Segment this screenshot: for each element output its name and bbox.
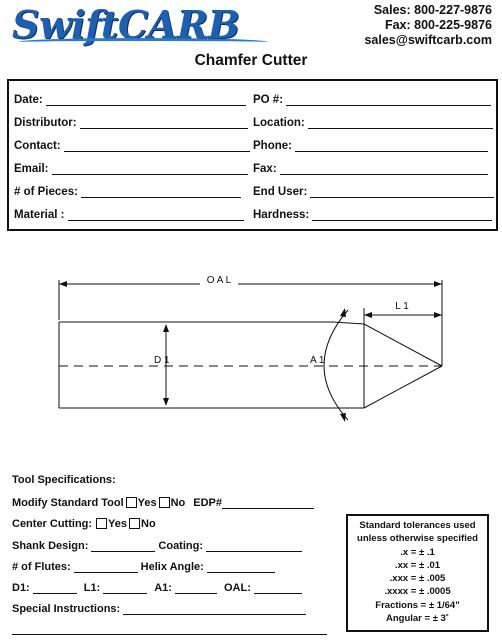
end-user-line[interactable] [310,185,494,198]
location-line[interactable] [308,116,493,129]
tolerances-box [346,514,489,632]
modify-yes-label: Yes [137,497,157,509]
logo-swoosh [18,38,268,46]
location-field[interactable] [253,113,493,129]
a1-angle-arc [324,310,348,420]
center-cutting-label: Center Cutting: [12,518,93,530]
tolerance-fractions: Fractions = ± 1/64" [375,599,460,611]
chamfer-cutter-drawing [0,270,502,430]
hardness-line[interactable] [312,208,492,221]
pieces-line[interactable] [81,185,241,198]
fax-number: Fax: 800-225-9876 [384,18,492,32]
oal-label: O A L [206,275,232,286]
tolerance-xxx: .xxx = ± .005 [389,573,446,585]
special-instructions-label: Special Instructions: [12,603,121,615]
l1-arrow-right [434,312,442,318]
distributor-label: Distributor: [14,117,77,129]
tolerance-xxxx: .xxxx = ± .0005 [384,586,451,598]
center-cutting-row [12,516,156,530]
specs-heading: Tool Specifications: [12,474,116,486]
a1-spec-line[interactable] [175,582,217,594]
d1-arrow-top [163,324,169,332]
l1-label: L 1 [395,301,409,312]
flutes-line[interactable] [74,561,138,573]
phone-line[interactable] [295,139,488,152]
modify-standard-tool-row [12,495,317,509]
modify-no-checkbox[interactable] [159,497,170,508]
contact-line[interactable] [64,139,250,152]
hardness-label: Hardness: [253,209,310,221]
logo-text: SwiftCARB [12,2,240,47]
shank-design-label: Shank Design: [12,540,89,552]
center-no-checkbox[interactable] [129,518,140,529]
po-field[interactable] [253,90,491,106]
location-label: Location: [253,117,305,129]
a1-arrow-top [340,308,346,317]
tolerance-heading-2: unless otherwise specified [357,533,478,545]
fax-field[interactable] [253,159,488,175]
special-instructions-row-2 [12,621,330,635]
modify-no-label: No [170,497,186,509]
modify-label: Modify Standard Tool [12,497,124,509]
center-no-label: No [141,518,156,530]
shank-design-line[interactable] [91,540,155,552]
sales-email[interactable]: sales@swiftcarb.com [364,33,492,47]
form-row [9,182,496,198]
l1-arrow-left [364,312,372,318]
a1-label: A 1 [310,355,325,366]
pieces-field[interactable] [14,182,241,198]
cone-top-edge [364,324,442,366]
swiftcarb-logo [12,2,272,46]
phone-field[interactable] [253,136,488,152]
form-row [9,136,496,152]
d1-arrow-bottom [163,398,169,406]
po-label: PO #: [253,94,284,106]
d1-spec-label: D1: [12,582,30,594]
material-line[interactable] [68,208,244,221]
modify-yes-checkbox[interactable] [126,497,137,508]
material-label: Material : [14,209,65,221]
contact-field[interactable] [14,136,250,152]
special-instructions-row [12,601,309,615]
dimensions-row [12,580,305,594]
center-yes-label: Yes [108,518,128,530]
material-field[interactable] [14,205,244,221]
center-yes-checkbox[interactable] [96,518,107,529]
page-title: Chamfer Cutter [194,52,308,69]
oal-arrow-right [434,281,442,287]
po-line[interactable] [286,93,491,106]
email-label: Email: [14,163,49,175]
sales-phone: Sales: 800-227-9876 [373,3,492,17]
flutes-helix-row [12,559,278,573]
a1-spec-label: A1: [154,582,172,594]
helix-label: Helix Angle: [140,561,204,573]
phone-label: Phone: [253,140,292,152]
special-instructions-line[interactable] [123,603,306,615]
form-row [9,205,496,221]
cone-bottom-edge [364,366,442,408]
l1-spec-line[interactable] [103,582,147,594]
date-label: Date: [14,94,43,106]
oal-arrow-left [59,281,67,287]
distributor-line[interactable] [80,116,248,129]
email-line[interactable] [52,162,248,175]
coating-line[interactable] [206,540,302,552]
tolerance-heading-1: Standard tolerances used [359,520,476,531]
d1-spec-line[interactable] [33,582,77,594]
a1-arrow-bottom [340,413,346,422]
fax-label: Fax: [253,163,277,175]
flutes-label: # of Flutes: [12,561,71,573]
special-instructions-line-2[interactable] [12,623,327,635]
helix-line[interactable] [207,561,275,573]
form-row [9,159,496,175]
customer-info-form [7,79,498,231]
pieces-label: # of Pieces: [14,186,78,198]
tolerance-x: .x = ± .1 [400,546,435,558]
contact-label: Contact: [14,140,61,152]
l1-spec-label: L1: [83,582,101,594]
date-field[interactable] [14,90,246,106]
edp-label: EDP# [193,497,223,509]
hardness-field[interactable] [253,205,492,221]
tolerance-xx: .xx = ± .01 [394,559,441,571]
form-row [9,90,496,106]
d1-label: D 1 [154,355,170,366]
date-line[interactable] [46,93,246,106]
shank-coating-row [12,538,305,552]
email-field[interactable] [14,159,248,175]
oal-spec-label: OAL: [223,582,251,594]
coating-label: Coating: [158,540,204,552]
distributor-field[interactable] [14,113,248,129]
tolerance-angular: Angular = ± 3˚ [385,613,450,625]
fax-line[interactable] [280,162,488,175]
end-user-label: End User: [253,186,308,198]
form-row [9,113,496,129]
edp-line[interactable] [222,497,314,509]
oal-spec-line[interactable] [254,582,302,594]
contact-info [364,3,492,48]
end-user-field[interactable] [253,182,494,198]
